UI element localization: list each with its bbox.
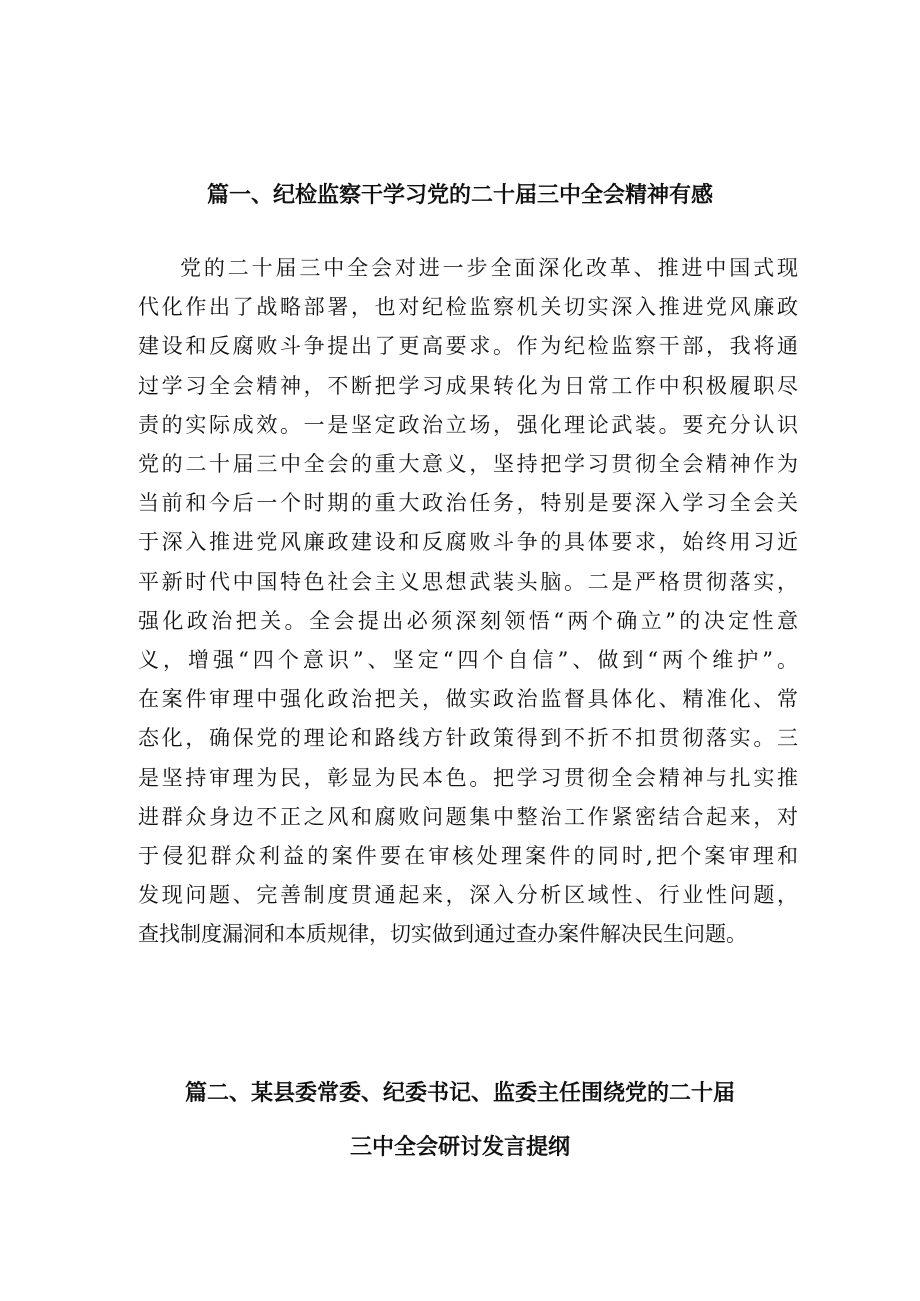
paragraph-line: 代化作出了战略部署，也对纪检监察机关切实深入推进党风廉政	[138, 295, 798, 319]
paragraph-line: 查找制度漏洞和本质规律，切实做到通过查办案件解决民生问题。	[138, 922, 747, 946]
paragraph-line: 责的实际成效。一是坚定政治立场，强化理论武装。要充分认识	[138, 413, 798, 437]
paragraph-line: 进群众身边不正之风和腐败问题集中整治工作紧密结合起来，对	[138, 805, 798, 829]
paragraph-line: 党的二十届三中全会的重大意义，坚持把学习贯彻全会精神作为	[138, 452, 798, 476]
paragraph-line: 义，增强“四个意识”、坚定“四个自信”、做到“两个维护”。	[138, 648, 798, 672]
paragraph-line: 态化，确保党的理论和路线方针政策得到不折不扣贯彻落实。三	[138, 726, 798, 750]
paragraph-line: 建设和反腐败斗争提出了更高要求。作为纪检监察干部，我将通	[138, 334, 798, 358]
paragraph-line: 党的二十届三中全会对进一步全面深化改革、推进中国式现	[180, 256, 798, 280]
paragraph-line: 是坚持审理为民，彰显为民本色。把学习贯彻全会精神与扎实推	[138, 766, 798, 790]
section-2-title-line-1: 篇二、某县委常委、纪委书记、监委主任围绕党的二十届	[184, 1081, 735, 1106]
section-2-title-line-2: 三中全会研讨发言提纲	[349, 1135, 570, 1160]
paragraph-line: 发现问题、完善制度贯通起来，深入分析区域性、行业性问题，	[138, 883, 798, 907]
paragraph-line: 平新时代中国特色社会主义思想武装头脑。二是严格贯彻落实，	[138, 570, 798, 594]
paragraph-line: 在案件审理中强化政治把关，做实政治监督具体化、精准化、常	[138, 687, 798, 711]
section-1-title: 篇一、纪检监察干学习党的二十届三中全会精神有感	[206, 183, 713, 208]
paragraph-line: 过学习全会精神，不断把学习成果转化为日常工作中积极履职尽	[138, 374, 798, 398]
paragraph-line: 当前和今后一个时期的重大政治任务，特别是要深入学习全会关	[138, 491, 798, 515]
paragraph-line: 于深入推进党风廉政建设和反腐败斗争的具体要求，始终用习近	[138, 530, 798, 554]
paragraph-line: 于侵犯群众利益的案件要在审核处理案件的同时,把个案审理和	[138, 844, 798, 868]
paragraph-line: 强化政治把关。全会提出必须深刻领悟“两个确立”的决定性意	[138, 609, 798, 633]
